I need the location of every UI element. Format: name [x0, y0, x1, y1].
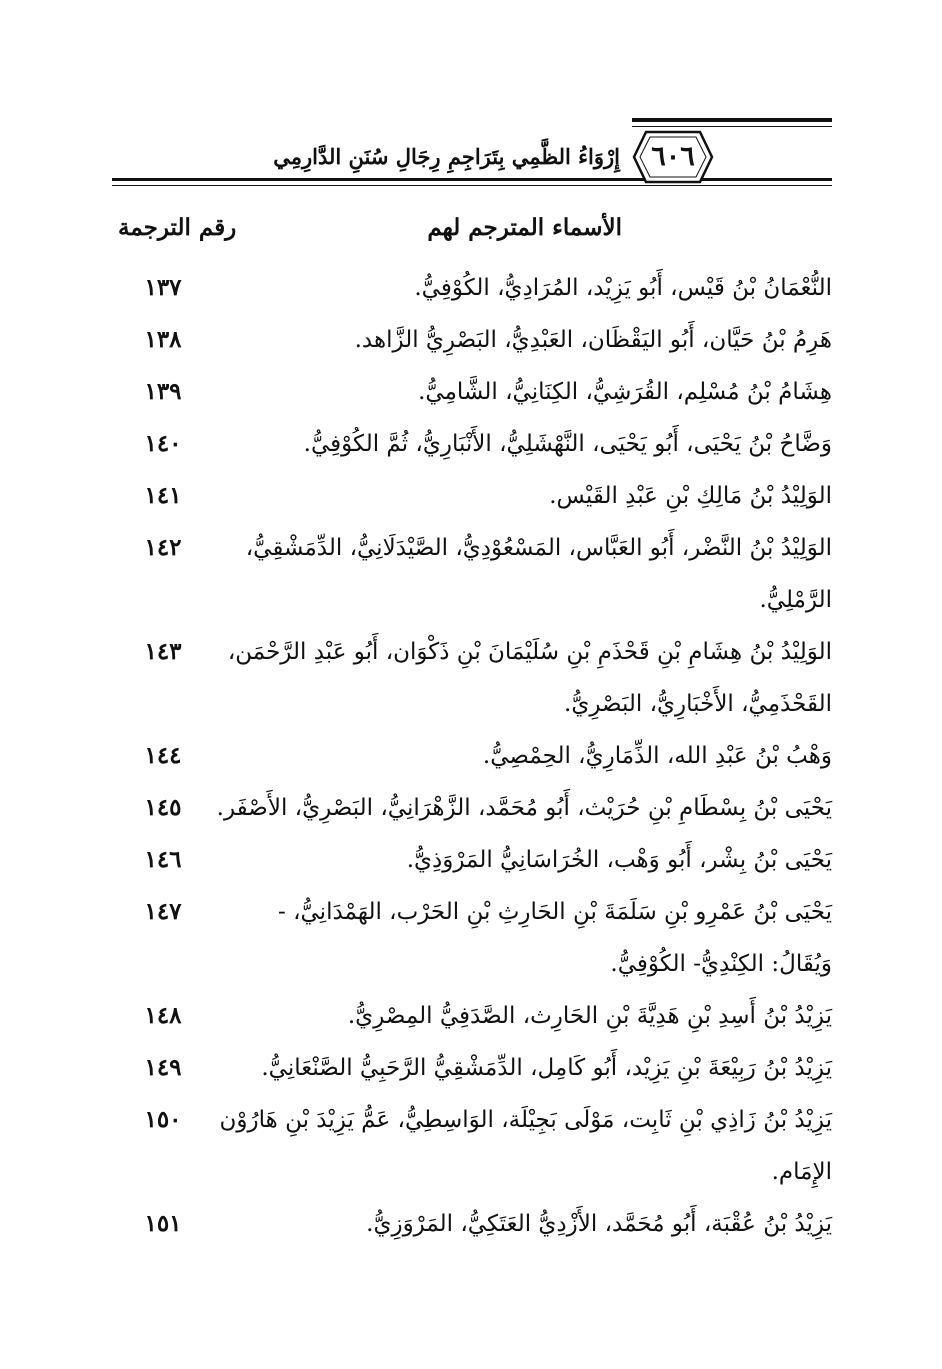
header-top-thin-rule	[632, 126, 832, 127]
entry-number: ١٤٨	[144, 1002, 182, 1029]
entry-number: ١٤٦	[144, 846, 182, 873]
list-item	[112, 1198, 832, 1250]
list-item	[112, 626, 832, 730]
list-item	[112, 886, 832, 990]
entry-number: ١٤٠	[144, 430, 182, 457]
entry-name: وَضَّاحُ بْنُ يَحْيَى، أَبُو يَحْيَى، النَّهْشَلِيُّ، الأَنْبَارِيُّ، ثُمَّ الكُوْفِيُّ.	[303, 431, 832, 457]
entry-name: يَزِيْدُ بْنُ زَاذِي بْنِ ثَابِت، مَوْلَى بَجِيْلَة، الوَاسِطِيُّ، عَمُّ يَزِيْدَ بْنِ هَارُوْن الإِمَام.	[219, 1107, 832, 1185]
entry-number: ١٤٤	[144, 742, 182, 769]
list-item	[112, 782, 832, 834]
entry-number: ١٤٥	[144, 794, 182, 821]
entry-name: يَزِيْدُ بْنُ عُقْبَة، أَبُو مُحَمَّد، الأَزْدِيُّ العَتَكِيُّ، المَرْوَزِيُّ.	[366, 1211, 832, 1237]
entry-number: ١٥١	[144, 1210, 182, 1237]
column-headings	[112, 214, 832, 254]
list-item	[112, 834, 832, 886]
page-number: ٦٠٦	[651, 141, 695, 172]
entry-number: ١٤٧	[144, 898, 182, 925]
entry-number: ١٤٩	[144, 1054, 182, 1081]
entry-name: يَحْيَى بْنُ بِشْر، أَبُو وَهْب، الخُرَاسَانِيُّ المَرْوَذِيُّ.	[406, 847, 832, 873]
list-item	[112, 366, 832, 418]
list-item	[112, 314, 832, 366]
list-item	[112, 990, 832, 1042]
header-bottom-thin-rule	[112, 185, 832, 186]
list-item	[112, 262, 832, 314]
entry-name: يَزِيْدُ بْنُ أَسِدِ بْنِ هَدِيَّةَ بْنِ الحَارِث، الصَّدَفِيُّ المِصْرِيُّ.	[347, 1003, 832, 1029]
entries-list	[112, 262, 832, 1250]
entry-name: هَرِمُ بْنُ حَيَّان، أَبُو اليَقْظَان، العَبْدِيُّ، البَصْرِيُّ الزَّاهد.	[354, 327, 832, 353]
header-bottom-rule	[112, 178, 832, 181]
entry-name: الوَلِيْدُ بْنُ النَّضْر، أَبُو العَبَّاس، المَسْعُوْدِيُّ، الصَّيْدَلَانِيُّ، الدِّمَشْقِيُّ، الرَّمْلِيُّ.	[245, 535, 832, 613]
entry-number: ١٣٨	[144, 326, 182, 353]
list-item	[112, 1042, 832, 1094]
entry-number: ١٤٣	[144, 638, 182, 665]
entry-number: ١٣٧	[144, 274, 182, 301]
entry-name: وَهْبُ بْنُ عَبْدِ الله، الذِّمَارِيُّ، الحِمْصِيُّ.	[482, 743, 832, 769]
list-item	[112, 418, 832, 470]
names-column-heading: الأسماء المترجم لهم	[427, 214, 622, 241]
entry-name: الوَلِيْدُ بْنُ هِشَامِ بْنِ قَحْذَمِ بْنِ سُلَيْمَانَ بْنِ ذَكْوَان، أَبُو عَبْدِ الرَّحْمَن، القَحْذَمِيُّ، الأَخْبَارِيُّ، البَصْرِيُّ.	[227, 639, 832, 717]
header-top-rule	[632, 118, 832, 122]
list-item	[112, 730, 832, 782]
entry-name: يَزِيْدُ بْنُ رَبِيْعَةَ بْنِ يَزِيْد، أَبُو كَامِل، الدِّمَشْقِيُّ الرَّحَبِيُّ الصَّنْعَانِيُّ.	[261, 1055, 832, 1081]
page-number-badge	[632, 128, 714, 186]
list-item	[112, 522, 832, 626]
entry-number: ١٥٠	[144, 1106, 182, 1133]
entry-name: النُّعْمَانُ بْنُ قَيْس، أَبُو يَزِيْد، المُرَادِيُّ، الكُوْفِيُّ.	[414, 275, 832, 301]
entry-name: يَحْيَى بْنُ بِسْطَامِ بْنِ حُرَيْث، أَبُو مُحَمَّد، الزَّهْرَانِيُّ، البَصْرِيُّ، الأَصْفَر.	[216, 795, 832, 821]
book-title: إِرْوَاءُ الظَّمِي بِتَرَاجِمِ رِجَالِ سُنَنِ الدَّارِمِي	[273, 144, 620, 169]
entry-number: ١٣٩	[144, 378, 182, 405]
list-item	[112, 1094, 832, 1198]
entry-name: يَحْيَى بْنُ عَمْرِو بْنِ سَلَمَةَ بْنِ الحَارِثِ بْنِ الحَرْب، الهَمْدَانِيُّ، - وَيُقَالُ: الكِنْدِيُّ- الكُوْفِيُّ.	[278, 899, 832, 977]
entry-name: هِشَامُ بْنُ مُسْلِم، القُرَشِيُّ، الكِنَانِيُّ، الشَّامِيُّ.	[418, 379, 832, 405]
list-item	[112, 470, 832, 522]
entry-number: ١٤١	[144, 482, 182, 509]
entry-number: ١٤٢	[144, 534, 182, 561]
number-column-heading: رقم الترجمة	[118, 214, 237, 241]
page-header	[112, 110, 832, 190]
entry-name: الوَلِيْدُ بْنُ مَالِكِ بْنِ عَبْدِ القَيْس.	[549, 483, 832, 509]
